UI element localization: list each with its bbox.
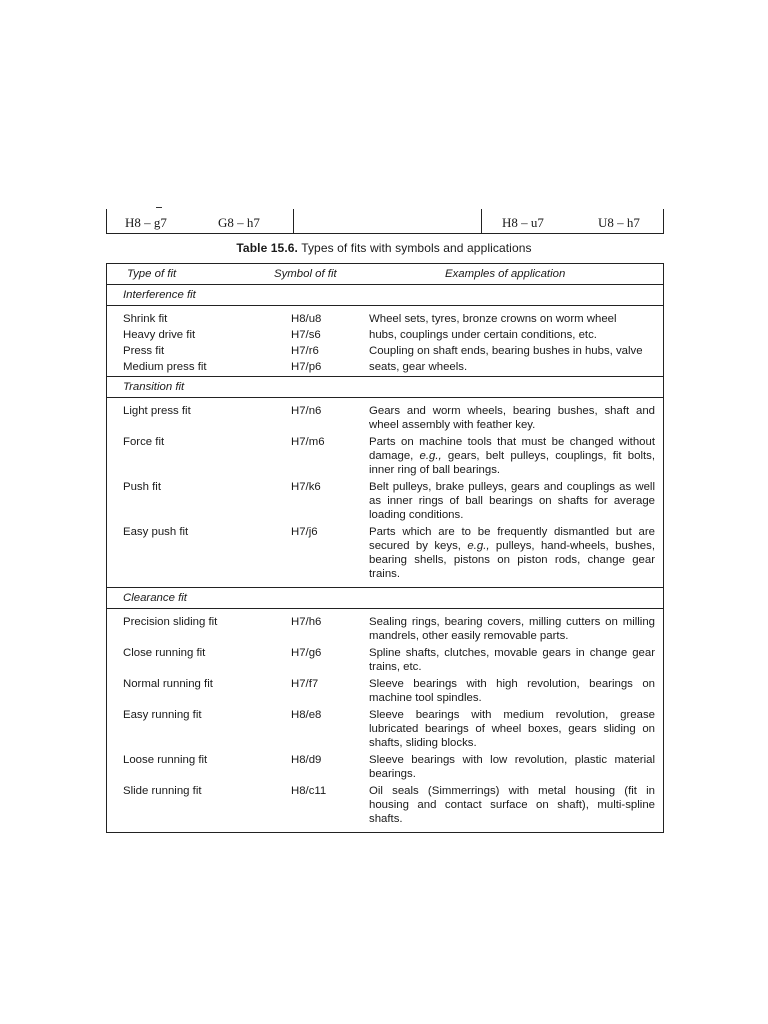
- symbol-cell: H7/j6: [291, 526, 318, 538]
- previous-table-row: [106, 209, 664, 234]
- type-cell: Force fit: [123, 436, 165, 448]
- section-title-label: Interference fit: [123, 289, 196, 301]
- table-row: [107, 615, 663, 643]
- section-interference: [107, 306, 663, 377]
- header-symbol-of-fit: Symbol of fit: [274, 268, 337, 280]
- table-row: [107, 435, 663, 477]
- example-line: hubs, couplings under certain conditions, etc.: [369, 329, 597, 341]
- symbol-cell: H7/h6: [291, 616, 322, 628]
- table-row: [107, 404, 663, 432]
- header-examples: Examples of application: [445, 268, 566, 280]
- type-cell: Close running fit: [123, 647, 206, 659]
- example-cell: Sleeve bearings with medium revolution, grease lubricated bearings of wheel boxes, gears sliding on shafts, sliding blocks.: [369, 709, 655, 749]
- symbol-cell: H7/n6: [291, 405, 322, 417]
- symbol-cell: H7/f7: [291, 678, 319, 690]
- symbol-cell: H8/e8: [291, 709, 322, 721]
- example-cell: Oil seals (Simmerrings) with metal housing (fit in housing and contact surface on shaft), multi-spline shafts.: [369, 785, 655, 825]
- section-title-clearance: [107, 588, 663, 609]
- macron-mark: [156, 207, 162, 208]
- example-line: seats, gear wheels.: [369, 361, 468, 373]
- type-cell: Slide running fit: [123, 785, 202, 797]
- example-cell: Spline shafts, clutches, movable gears in change gear trains, etc.: [369, 647, 655, 673]
- fits-table: [106, 263, 664, 833]
- table-header-row: [107, 264, 663, 285]
- symbol-cell: H7/m6: [291, 436, 325, 448]
- example-cell: Gears and worm wheels, bearing bushes, shaft and wheel assembly with feather key.: [369, 405, 655, 431]
- symbol-line: H7/r6: [291, 345, 319, 357]
- header-type-of-fit: Type of fit: [127, 268, 177, 280]
- table-caption: [0, 241, 768, 255]
- table-caption-label: Table 15.6.: [236, 241, 298, 255]
- prev-cell-1: H8 – g7: [125, 215, 167, 230]
- section-title-transition: [107, 377, 663, 398]
- section-transition: [107, 398, 663, 588]
- symbol-cell: H8/c11: [291, 785, 327, 797]
- symbol-cell: H7/k6: [291, 481, 321, 493]
- table-row: [107, 753, 663, 781]
- example-cell: Parts on machine tools that must be changed without damage, e.g., gears, belt pulleys, couplings, fit bolts, inner ring of ball bearings.: [369, 436, 655, 476]
- example-cell: Sleeve bearings with low revolution, plastic material bearings.: [369, 754, 655, 780]
- type-cell: Light press fit: [123, 405, 191, 417]
- example-cell: Sleeve bearings with high revolution, bearings on machine tool spindles.: [369, 678, 655, 704]
- type-cell: Precision sliding fit: [123, 616, 218, 628]
- table-row: [107, 646, 663, 674]
- section-clearance: [107, 609, 663, 832]
- section-title-label: Clearance fit: [123, 592, 187, 604]
- example-line: Wheel sets, tyres, bronze crowns on worm wheel: [369, 313, 617, 325]
- table-row: [107, 677, 663, 705]
- symbol-line: H7/p6: [291, 361, 322, 373]
- prev-cell-2: G8 – h7: [218, 215, 260, 230]
- table-row: [107, 525, 663, 581]
- symbol-cell: [291, 312, 369, 374]
- example-cell: Sealing rings, bearing covers, milling cutters on milling mandrels, other easily removable parts.: [369, 616, 655, 642]
- prev-divider-2: [481, 209, 482, 233]
- prev-cell-4: U8 – h7: [598, 215, 640, 230]
- table-row: [107, 312, 663, 374]
- prev-cell-3: H8 – u7: [502, 215, 544, 230]
- example-line: Coupling on shaft ends, bearing bushes in hubs, valve: [369, 345, 643, 357]
- section-title-interference: [107, 285, 663, 306]
- symbol-line: H8/u8: [291, 313, 322, 325]
- type-cell: Easy running fit: [123, 709, 202, 721]
- table-row: [107, 480, 663, 522]
- table-row: [107, 708, 663, 750]
- prev-divider-1: [293, 209, 294, 233]
- example-cell: Belt pulleys, brake pulleys, gears and couplings as well as inner rings of ball bearings on shafts for average loading conditions.: [369, 481, 655, 521]
- type-line: Heavy drive fit: [123, 329, 196, 341]
- example-cell: Parts which are to be frequently dismantled but are secured by keys, e.g., pulleys, hand-wheels, bushes, bearing shells, pistons on piston rods, change gear trains.: [369, 526, 656, 580]
- type-cell: [107, 312, 291, 374]
- symbol-cell: H8/d9: [291, 754, 322, 766]
- type-line: Shrink fit: [123, 313, 168, 325]
- symbol-line: H7/s6: [291, 329, 321, 341]
- example-cell: [369, 312, 663, 374]
- table-caption-text: Types of fits with symbols and applications: [301, 241, 532, 255]
- type-line: Press fit: [123, 345, 165, 357]
- section-title-label: Transition fit: [123, 381, 185, 393]
- table-row: [107, 784, 663, 826]
- type-cell: Push fit: [123, 481, 161, 493]
- type-cell: Normal running fit: [123, 678, 213, 690]
- type-cell: Easy push fit: [123, 526, 189, 538]
- type-line: Medium press fit: [123, 361, 207, 373]
- type-cell: Loose running fit: [123, 754, 208, 766]
- symbol-cell: H7/g6: [291, 647, 322, 659]
